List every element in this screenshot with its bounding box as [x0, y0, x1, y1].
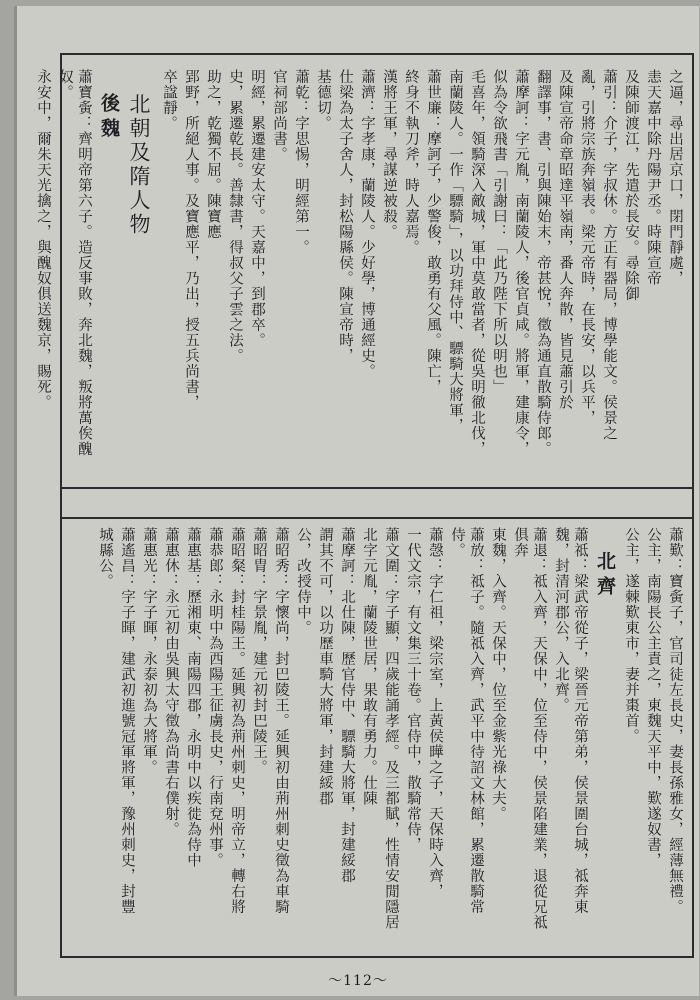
text-column: 及陳宣帝命章昭達平嶺南，番人奔散，皆見蕭引於 — [557, 69, 573, 410]
text-column: 蕭摩訶：北仕陳，歷官侍中、驃騎大將軍，封建綏郡 — [339, 527, 355, 884]
text-column: 蕭惠基：歷湘東、南陽四郡，永明中以疾徙為侍中 — [185, 527, 201, 868]
text-column: 北字元胤，蘭陵世居，果敢有勇力。仕陳 — [361, 527, 377, 806]
text-column: 卒諡靜。 — [161, 69, 177, 131]
text-column: 公主，南陽長公主責之，東魏天平中，歎遂奴書， — [645, 527, 661, 868]
text-column: 及陳師渡江，先遣於長安。尋除御 — [623, 69, 639, 302]
top-panel — [35, 69, 684, 479]
text-column: 亂，引將宗族奔嶺表。梁元帝時，在長安，以兵平， — [579, 69, 595, 426]
text-column: 史，累遷乾長。善隸書，得叔父子雲之法。 — [227, 69, 243, 364]
text-column: 蕭昭胄：字景胤，建元初封巴陵王。 — [251, 527, 267, 775]
text-column: 蕭惠休：永元初由吳興太守徵為尚書右僕射。 — [163, 527, 179, 837]
page-frame — [35, 53, 694, 958]
text-column: 蕭昭粲：封桂陽王。延興初為荊州刺史，明帝立，轉右將 — [229, 527, 245, 915]
text-column: 漢將王軍，尋謀逆被殺。 — [381, 69, 397, 240]
text-column: 公，改授侍中。 — [295, 527, 311, 636]
bottom-panel — [70, 527, 684, 937]
text-column: 翻譯事，書、引與陳始末，帝甚悅，徵為通直散騎侍郎。 — [535, 69, 551, 457]
page-number: ～112～ — [328, 973, 388, 989]
text-column: 蕭惠光：字子暉，永泰初為大將軍。 — [141, 527, 157, 775]
text-column: 蕭歎：寶夤子，官司徒左長史，妻長孫雅女，經薄無禮。 — [667, 527, 683, 915]
text-column: 蕭引：介子，字叔休。方正有器局，博學能文。侯景之 — [601, 69, 617, 441]
section-heading-northern-qi: 北齊 — [594, 551, 616, 601]
text-column: 蕭愨：字仁祖，梁宗室，上黃侯曄之子，天保時入齊， — [427, 527, 443, 899]
text-column: 明經，累遷建安太守。天嘉中，到郡卒。 — [249, 69, 265, 348]
panel-divider — [62, 487, 692, 489]
text-column: 之逼，尋出居京口，閉門靜處， — [667, 69, 683, 286]
text-column: 助之，乾獨不屈。陳寶應 — [205, 69, 221, 240]
text-column: 蕭濟：字孝康，蘭陵人。少好學，博通經史。 — [359, 69, 375, 379]
text-column: 恚天嘉中除丹陽尹丞。時陳宣帝 — [645, 69, 661, 286]
text-column: 基德切。 — [315, 69, 331, 131]
text-column: 永安中，爾朱天光擒之，與醜奴俱送魏京，賜死。 — [35, 69, 51, 410]
text-column: 蕭摩訶：字元胤，南蘭陵人，後官貞咸。將軍，建康令， — [513, 69, 529, 457]
text-column: 似為令欲飛書「引謝曰：「此乃陛下所以明也」 — [491, 69, 507, 395]
text-column: 蕭放：祗子。隨祗入齊，武平中待詔文林館，累遷散騎常侍。 — [449, 527, 484, 915]
text-column: 郢野，所絕人事。及寶應平，乃出，授五兵尚書， — [183, 69, 199, 410]
text-column: 官祠部尚書。 — [271, 69, 287, 162]
text-column: 蕭寶夤：齊明帝第六子。造反事敗，奔北魏，叛將萬俟醜奴。 — [57, 69, 92, 457]
text-column: 一代文宗，有文集三十卷。官侍中，散騎常侍， — [405, 527, 421, 853]
section-heading-later-wei: 後魏 — [98, 93, 120, 143]
text-column: 終身不執刀斧，時人嘉焉。 — [403, 69, 419, 255]
section-heading-northern-dynasties: 北朝及隋人物 — [127, 93, 151, 237]
text-column: 城縣公。 — [97, 527, 113, 589]
text-column: 蕭世廉：摩訶子，少警俊，敢勇有父風。陳亡， — [425, 69, 441, 395]
text-column: 蕭退：祗入齊，天保中，位至侍中，侯景陷建業，退從兄祗俱奔 — [512, 527, 547, 930]
text-column: 毛喜年，領騎深入敵城，軍中莫敢當者，從吳明徹北伐， — [469, 69, 485, 457]
text-column: 蕭乾：字思惕，明經第一。 — [293, 69, 309, 255]
text-column: 東魏，入齊。天保中，位至金紫光祿大夫。 — [490, 527, 506, 822]
book-page — [14, 6, 699, 996]
panel-divider — [62, 517, 692, 519]
text-column: 仕梁為太子舍人，封松陽縣侯。陳宣帝時， — [337, 69, 353, 364]
text-column: 蕭祗：梁武帝從子，梁晉元帝第弟，侯景圍台城，祗奔東魏，封清河郡公，入北齊。 — [553, 527, 588, 915]
text-column: 公主，遂棘歎東市，妻并棗首。 — [623, 527, 639, 744]
text-column: 謂其不可，以功歷車騎大將軍，封建綏郡 — [317, 527, 333, 806]
text-column: 蕭遙昌：字子暉，建武初進號冠軍將軍，豫州刺史，封豐 — [119, 527, 135, 915]
text-column: 蕭文圍：字子顯，四歲能誦孝經。及三都賦，性情安閒隱居 — [383, 527, 399, 930]
text-column: 蕭昭秀：字懷尚，封巴陵王。延興初由荊州刺史徵為車騎 — [273, 527, 289, 915]
text-column: 南蘭陵人。一作「驃騎」，以功拜侍中、驃騎大將軍， — [447, 69, 463, 434]
text-column: 蕭恭郎：永明中為西陽王征虜長史，行南兗州事。 — [207, 527, 223, 868]
